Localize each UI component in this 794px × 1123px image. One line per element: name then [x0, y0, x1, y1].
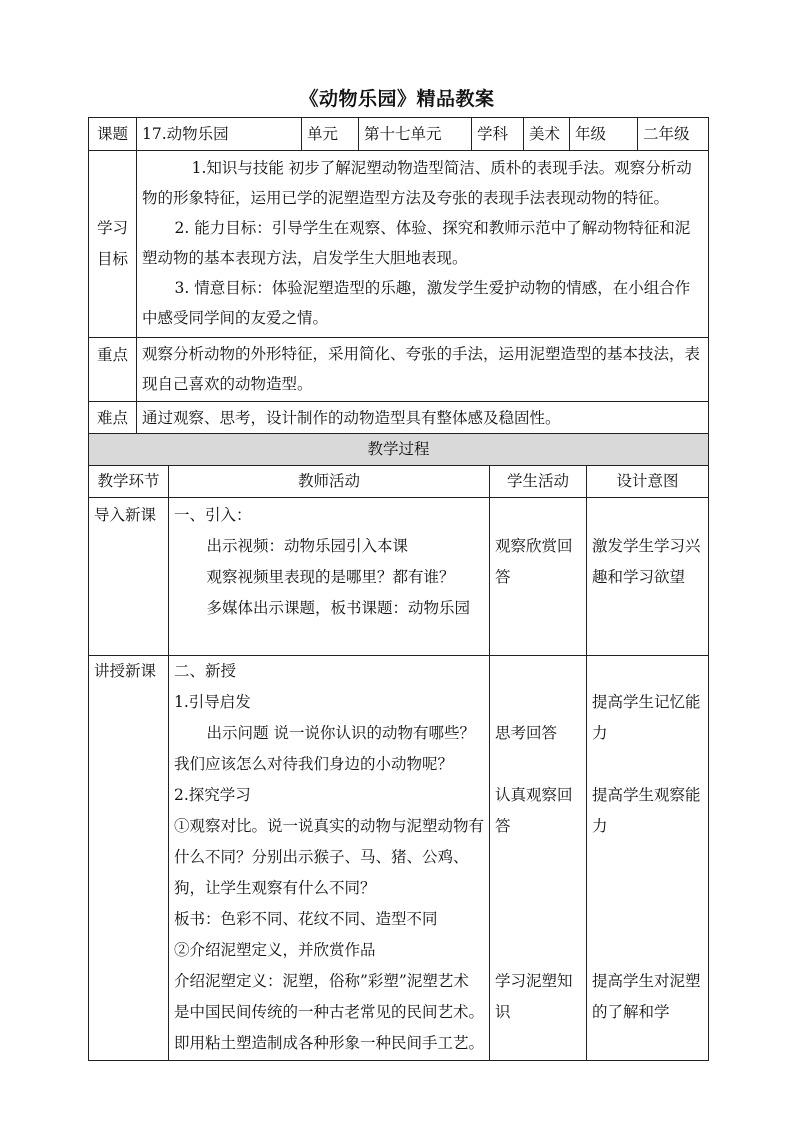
design-intent: 提高学生对泥塑的了解和学 [592, 972, 701, 1021]
teacher-line: 板书：色彩不同、花纹不同、造型不同 [174, 910, 438, 928]
header-stage: 教学环节 [89, 466, 169, 498]
info-row [89, 118, 709, 151]
process-section-row [89, 434, 709, 466]
subject-label: 学科 [472, 118, 524, 151]
objectives-content [137, 151, 709, 338]
design-intent: 激发学生学习兴趣和学习欲望 [592, 537, 701, 586]
course-value: 17.动物乐园 [137, 118, 302, 151]
difficulty-label: 难点 [89, 402, 137, 434]
intro-row [89, 498, 709, 656]
header-student: 学生活动 [490, 466, 587, 498]
difficulty-text: 通过观察、思考，设计制作的动物造型具有整体感及稳固性。 [137, 402, 709, 434]
intro-teacher [169, 498, 490, 656]
design-intent: 提高学生记忆能力 [592, 693, 701, 742]
process-section-title: 教学过程 [89, 434, 709, 466]
subject-value: 美术 [524, 118, 570, 151]
unit-label: 单元 [302, 118, 359, 151]
info-table [88, 117, 709, 434]
objectives-label: 学习目标 [89, 151, 137, 338]
teacher-line: ①观察对比。说一说真实的动物与泥塑动物有什么不同？分别出示猴子、马、猪、公鸡、狗，让学生观察有什么不同？ [174, 817, 485, 897]
student-activity: 学习泥塑知识 [495, 972, 573, 1021]
key-point-text: 观察分析动物的外形特征，采用简化、夸张的手法，运用泥塑造型的基本技法，表现自己喜欢的动物造型。 [137, 338, 709, 402]
new-intent [587, 656, 709, 1061]
key-point-row [89, 338, 709, 402]
objective-item: 1.知识与技能 初步了解泥塑动物造型简洁、质朴的表现手法。观察分析动物的形象特征，运用已学的泥塑造型方法及夸张的表现手法表现动物的特征。 [142, 159, 692, 207]
new-stage: 讲授新课 [89, 656, 169, 1061]
difficulty-row [89, 402, 709, 434]
process-header-row [89, 466, 709, 498]
key-point-label: 重点 [89, 338, 137, 402]
intro-student [490, 498, 587, 656]
teacher-line: 出示问题 说一说你认识的动物有哪些？我们应该怎么对待我们身边的小动物呢？ [174, 724, 475, 773]
header-teacher: 教师活动 [169, 466, 490, 498]
teacher-line: 二、新授 [174, 662, 237, 680]
teacher-line: 2.探究学习 [174, 786, 251, 804]
new-lesson-row [89, 656, 709, 1061]
objectives-row [89, 151, 709, 338]
student-activity: 思考回答 [495, 724, 558, 742]
document-title: 《动物乐园》精品教案 [299, 88, 495, 110]
teacher-line: 多媒体出示课题，板书课题：动物乐园 [206, 599, 471, 617]
objective-item: 2. 能力目标：引导学生在观察、体验、探究和教师示范中了解动物特征和泥塑动物的基本表现方法，启发学生大胆地表现。 [142, 219, 691, 267]
design-intent: 提高学生观察能力 [592, 786, 701, 835]
student-activity: 认真观察回答 [495, 786, 573, 835]
teacher-line: ②介绍泥塑定义，并欣赏作品 [174, 941, 376, 959]
course-label: 课题 [89, 118, 137, 151]
teacher-line: 出示视频：动物乐园引入本课 [206, 537, 409, 555]
grade-label: 年级 [570, 118, 638, 151]
teacher-line: 观察视频里表现的是哪里？都有谁？ [206, 568, 455, 586]
objective-item: 3. 情意目标：体验泥塑造型的乐趣，激发学生爱护动物的情感，在小组合作中感受同学间的友爱之情。 [142, 279, 691, 327]
student-activity: 观察欣赏回答 [495, 537, 573, 586]
new-teacher [169, 656, 490, 1061]
header-intent: 设计意图 [587, 466, 709, 498]
teacher-line: 1.引导启发 [174, 693, 251, 711]
grade-value: 二年级 [638, 118, 709, 151]
teacher-line: 一、引入： [174, 506, 252, 524]
unit-value: 第十七单元 [359, 118, 472, 151]
new-student [490, 656, 587, 1061]
intro-intent [587, 498, 709, 656]
process-table [88, 433, 709, 1061]
intro-stage: 导入新课 [89, 498, 169, 656]
teacher-line: 介绍泥塑定义：泥塑，俗称”彩塑”泥塑艺术是中国民间传统的一种古老常见的民间艺术。即用粘土塑造制成各种形象一种民间手工艺。 [174, 972, 485, 1052]
